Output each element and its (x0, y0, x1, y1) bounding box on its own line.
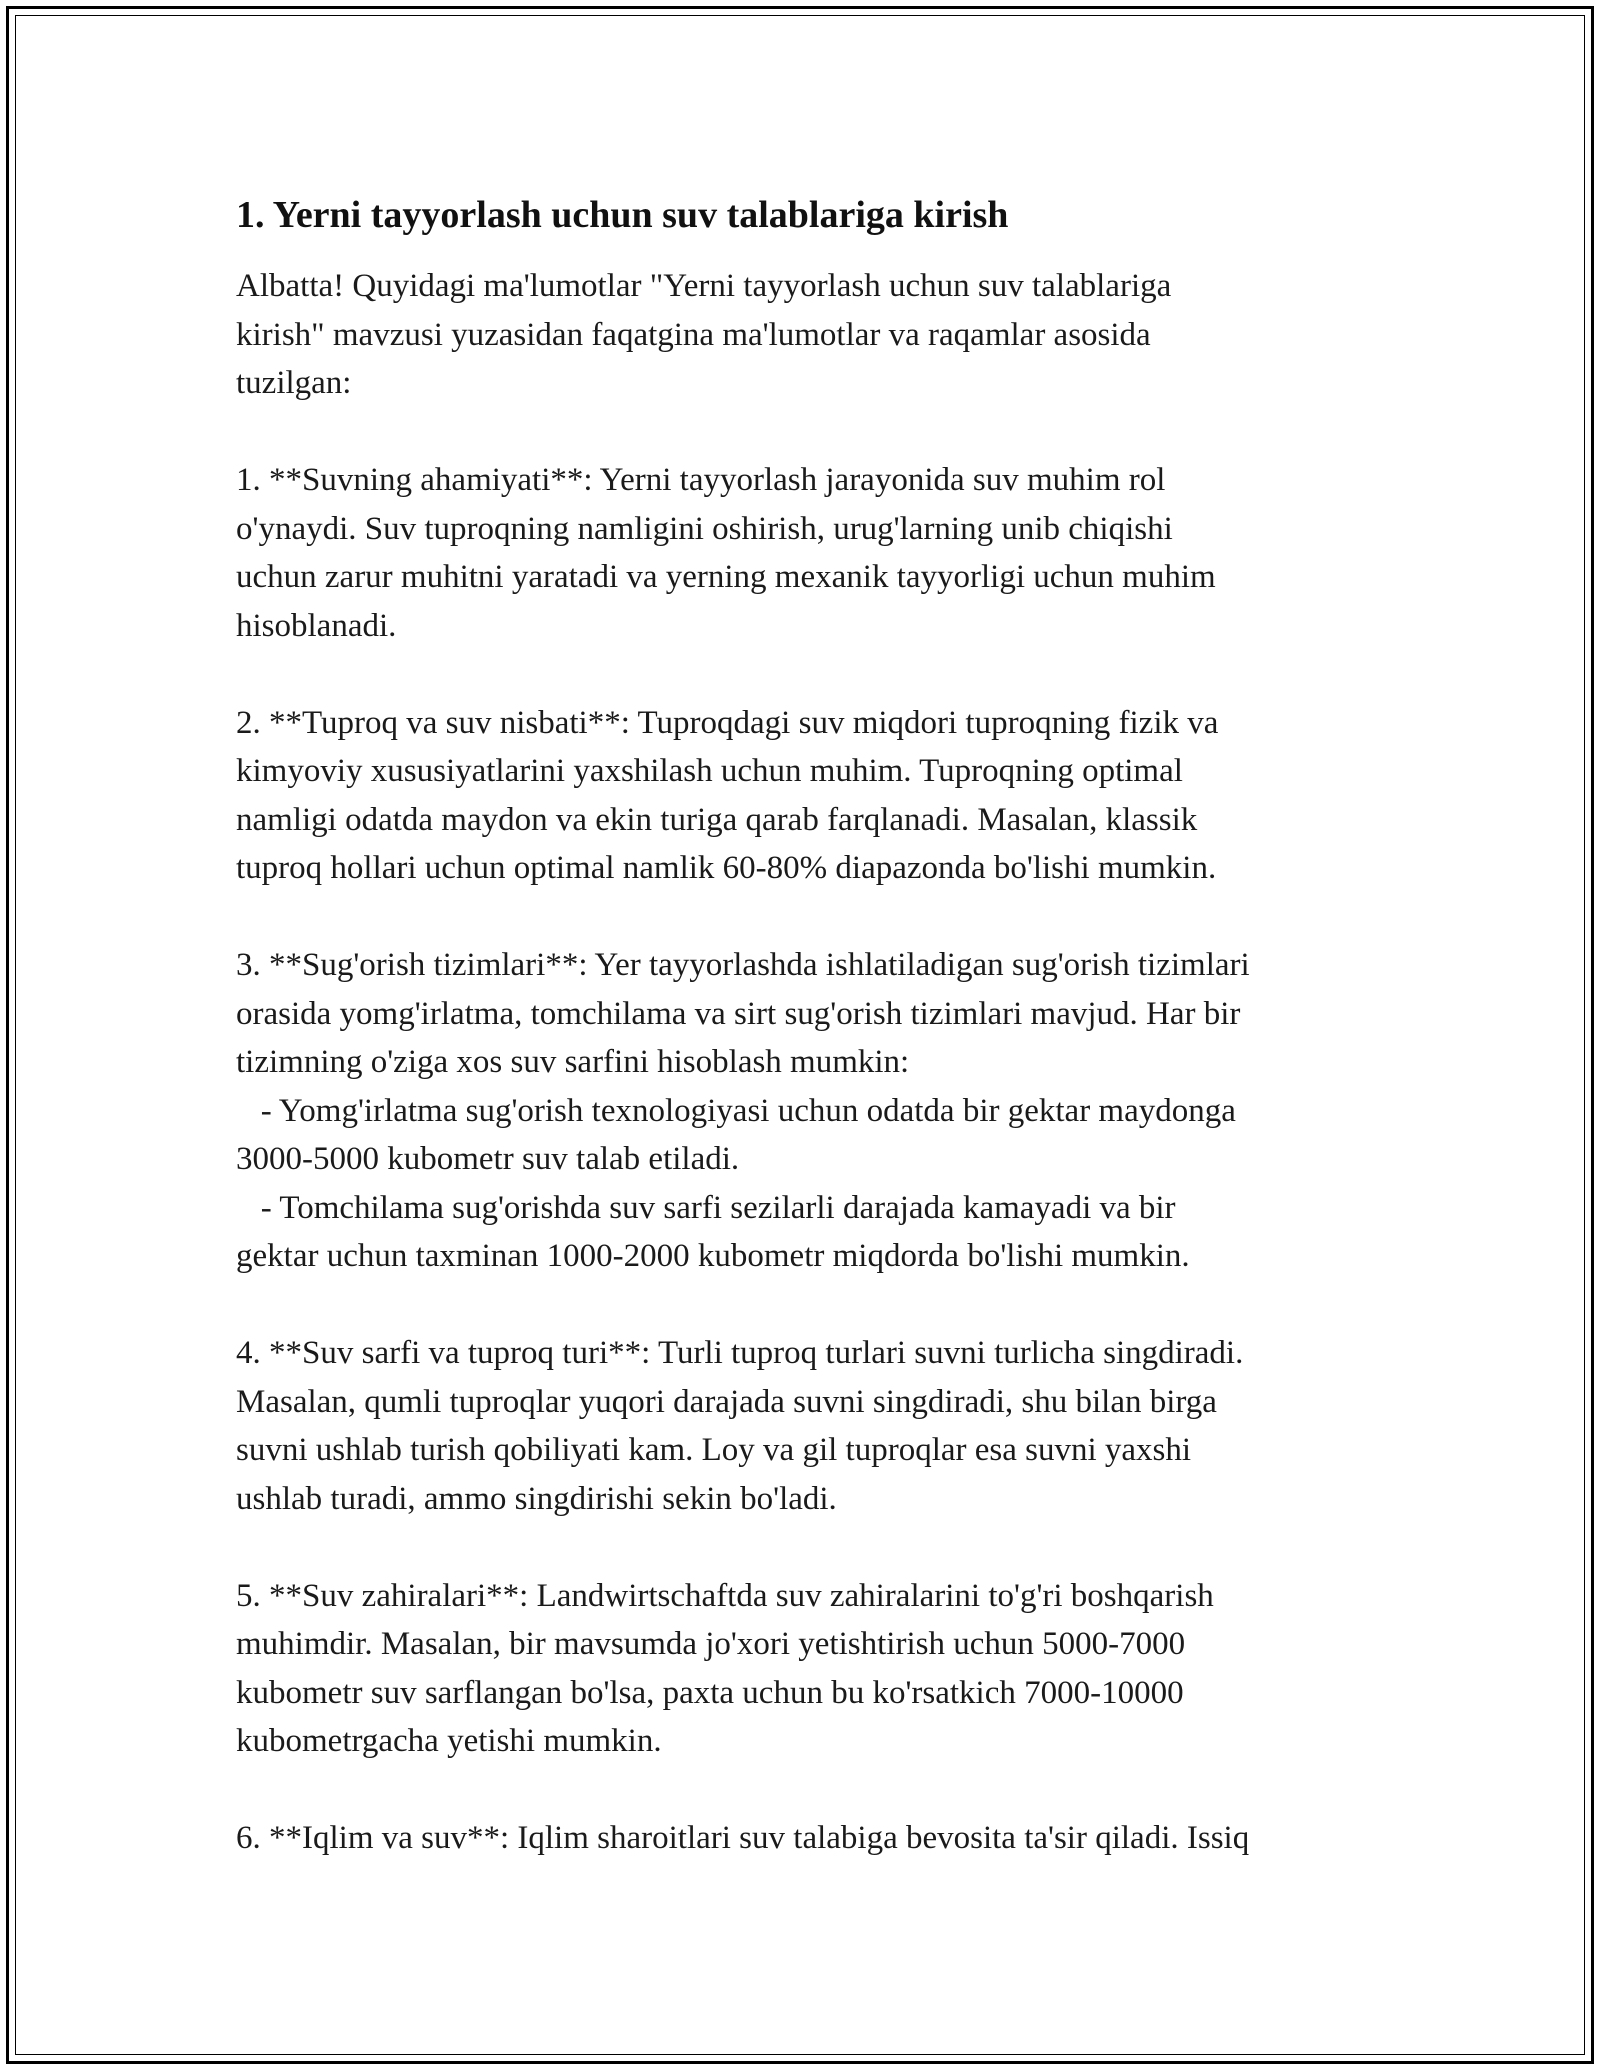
paragraph-gap (236, 1281, 1376, 1330)
paragraph-gap (236, 893, 1376, 942)
document-body (236, 190, 1376, 1863)
paragraph-gap (236, 408, 1376, 457)
section-3-paragraph: 3. **Sug'orish tizimlari**: Yer tayyorlashda ishlatiladigan sug'orish tizimlari orasida yomg'irlatma, tomchilama va sirt sug'orish tizimlari mavjud. Har bir tizimning o'ziga xos suv sarfini hisoblash mumkin: - Yomg'irlatma sug'orish texnologiyasi uchun odatda bir gektar maydonga 3000-5000 kubometr suv talab etiladi. - Tomchilama sug'orishda suv sarfi sezilarli darajada kamayadi va bir gektar uchun taxminan 1000-2000 kubometr miqdorda bo'lishi mumkin. (236, 947, 1250, 1274)
paragraph-gap (236, 1766, 1376, 1815)
paragraph-gap (236, 1523, 1376, 1572)
intro-paragraph: Albatta! Quyidagi ma'lumotlar "Yerni tayyorlash uchun suv talablariga kirish" mavzusi yuzasidan faqatgina ma'lumotlar va raqamlar asosida tuzilgan: (236, 268, 1172, 401)
paragraph-gap (236, 650, 1376, 699)
section-2-paragraph: 2. **Tuproq va suv nisbati**: Tuproqdagi suv miqdori tuproqning fizik va kimyoviy xususiyatlarini yaxshilash uchun muhim. Tuproqning optimal namligi odatda maydon va ekin turiga qarab farqlanadi. Masalan, klassik tuproq hollari uchun optimal namlik 60-80% diapazonda bo'lishi mumkin. (236, 704, 1219, 886)
section-4-paragraph: 4. **Suv sarfi va tuproq turi**: Turli tuproq turlari suvni turlicha singdiradi. Masalan, qumli tuproqlar yuqori darajada suvni singdiradi, shu bilan birga suvni ushlab turish qobiliyati kam. Loy va gil tuproqlar esa suvni yaxshi ushlab turadi, ammo singdirishi sekin bo'ladi. (236, 1335, 1244, 1517)
section-5-paragraph: 5. **Suv zahiralari**: Landwirtschaftda suv zahiralarini to'g'ri boshqarish muhimdir. Masalan, bir mavsumda jo'xori yetishtirish uchun 5000-7000 kubometr suv sarflangan bo'lsa, paxta uchun bu ko'rsatkich 7000-10000 kubometrgacha yetishi mumkin. (236, 1577, 1214, 1759)
section-1-paragraph: 1. **Suvning ahamiyati**: Yerni tayyorlash jarayonida suv muhim rol o'ynaydi. Suv tuproqning namligini oshirish, urug'larning unib chiqishi uchun zarur muhitni yaratadi va yerning mexanik tayyorligi uchun muhim hisoblanadi. (236, 462, 1216, 644)
document-title: 1. Yerni tayyorlash uchun suv talablariga kirish (236, 194, 1009, 236)
section-6-paragraph: 6. **Iqlim va suv**: Iqlim sharoitlari suv talabiga bevosita ta'sir qiladi. Issiq (236, 1820, 1250, 1856)
